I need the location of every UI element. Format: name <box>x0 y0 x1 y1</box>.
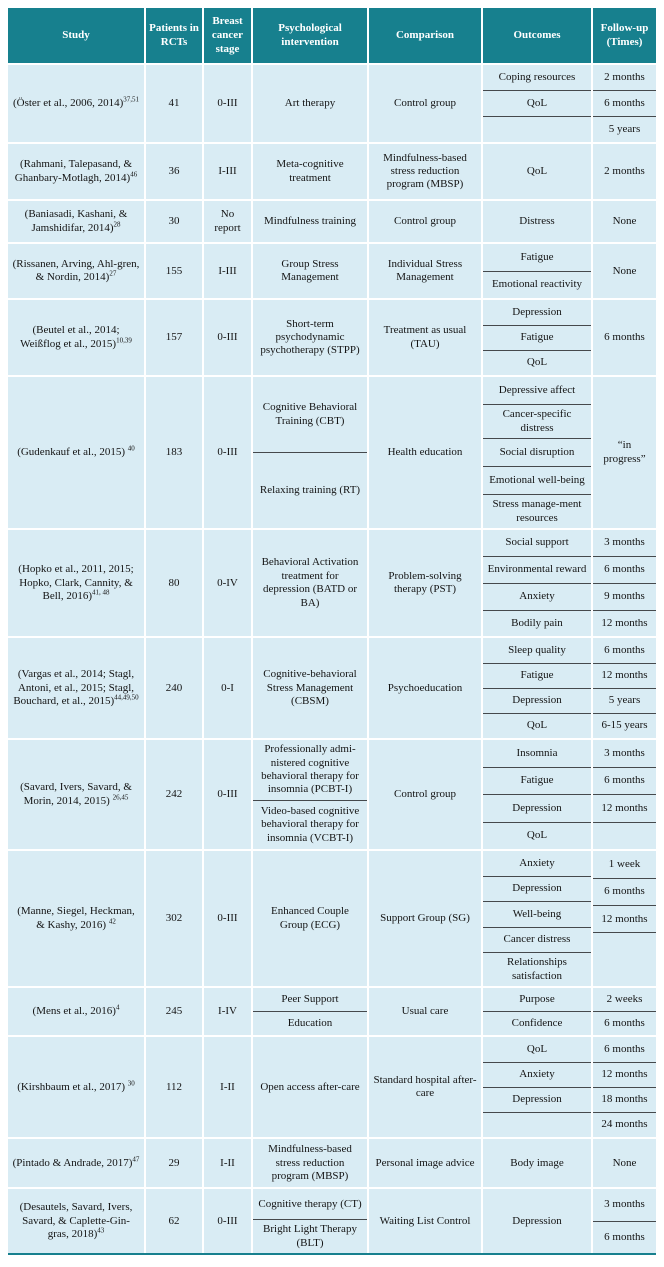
patients-cell: 157 <box>146 300 202 375</box>
followups-cell <box>593 201 656 242</box>
study-row <box>8 377 656 528</box>
stage-cell: 0-III <box>204 65 251 142</box>
followups-item: 12 months <box>593 664 656 689</box>
study-cell <box>8 65 144 142</box>
study-row <box>8 740 656 849</box>
followups-item: 12 months <box>593 906 656 933</box>
stage-cell: 0-III <box>204 851 251 986</box>
study-cell <box>8 244 144 298</box>
study-reference-superscript: 10,39 <box>116 336 132 345</box>
interventions-cell <box>253 244 367 298</box>
study-reference-superscript: 40 <box>127 444 135 453</box>
followups-item: 24 months <box>601 1118 648 1131</box>
outcomes-item: Well-being <box>483 902 591 928</box>
interventions-item: Peer Support <box>253 988 367 1012</box>
study-reference-superscript: 46 <box>130 170 138 179</box>
study-citation-text: (Rahmani, Talepasand, & Ghanbary-Motlagh, 2014) <box>14 158 133 184</box>
column-header: Follow-up (Times) <box>593 8 656 63</box>
outcomes-item: QoL <box>526 829 548 842</box>
outcomes-item: Anxiety <box>483 584 591 611</box>
outcomes-item: QoL <box>526 165 548 178</box>
interventions-cell <box>253 638 367 738</box>
stage-cell: No report <box>204 201 251 242</box>
study-reference-superscript: 26,45 <box>112 793 129 802</box>
followups-item: 6 months <box>604 331 645 344</box>
study-reference-superscript: 44,49,50 <box>114 693 139 702</box>
interventions-cell <box>253 1037 367 1137</box>
outcomes-item: Social disruption <box>483 439 591 467</box>
followups-item <box>593 960 656 986</box>
study-citation-text: (Rissanen, Arving, Ahl-gren, & Nordin, 2014) <box>12 257 140 284</box>
study-citation-text: (Öster et al., 2006, 2014) <box>12 97 124 110</box>
comparison-cell: Usual care <box>369 988 481 1035</box>
followups-item: 12 months <box>601 616 648 629</box>
followups-cell <box>593 530 656 636</box>
study-cell <box>8 851 144 986</box>
comparison-cell: Waiting List Control <box>369 1189 481 1253</box>
studies-table <box>8 8 656 1255</box>
study-citation <box>12 1201 140 1241</box>
patients-cell: 41 <box>146 65 202 142</box>
stage-cell: 0-III <box>204 740 251 849</box>
followups-item: 6 months <box>593 638 656 663</box>
followups-item: 9 months <box>593 584 656 611</box>
followups-item: 12 months <box>593 795 656 823</box>
outcomes-item: Depression <box>483 877 591 903</box>
followups-item: 6-15 years <box>601 719 648 732</box>
outcomes-item: Depression <box>483 1088 591 1113</box>
interventions-item: Art therapy <box>284 97 336 110</box>
study-reference-superscript: 47 <box>132 1154 140 1163</box>
outcomes-cell <box>483 1189 591 1253</box>
study-citation-text: (Desautels, Savard, Ivers, Savard, & Caplette-Gin-gras, 2018) <box>19 1201 133 1240</box>
interventions-item: Open access after-care <box>260 1080 360 1093</box>
outcomes-item: Emotional well-being <box>483 467 591 495</box>
study-citation <box>12 781 140 808</box>
interventions-item: Relaxing training (RT) <box>259 484 361 497</box>
study-cell <box>8 638 144 738</box>
followups-item: 3 months <box>593 530 656 557</box>
study-reference-superscript: 27 <box>109 269 117 278</box>
study-reference-superscript: 43 <box>97 1226 105 1235</box>
outcomes-item: Body image <box>510 1156 564 1169</box>
stage-cell: 0-III <box>204 377 251 528</box>
outcomes-item: Stress manage-ment resources <box>492 498 582 524</box>
outcomes-cell <box>483 530 591 636</box>
followups-item: 2 weeks <box>593 988 656 1012</box>
comparison-cell: Psychoeducation <box>369 638 481 738</box>
outcomes-item: Depression <box>512 1214 562 1227</box>
outcomes-cell <box>483 65 591 142</box>
study-reference-superscript: 42 <box>108 917 116 926</box>
followups-item: 6 months <box>593 91 656 117</box>
study-citation <box>12 1078 140 1094</box>
followups-item: 6 months <box>593 879 656 906</box>
outcomes-item: Distress <box>519 215 555 228</box>
study-cell <box>8 201 144 242</box>
outcomes-cell <box>483 740 591 849</box>
outcomes-item: QoL <box>526 719 548 732</box>
outcomes-item: Relationships satisfaction <box>507 956 567 982</box>
interventions-cell <box>253 851 367 986</box>
followups-item: 6 months <box>593 768 656 796</box>
stage-cell: I-II <box>204 1139 251 1187</box>
interventions-cell <box>253 144 367 199</box>
outcomes-cell <box>483 638 591 738</box>
study-row <box>8 988 656 1035</box>
outcomes-item: Fatigue <box>483 244 591 272</box>
study-citation-text: (Manne, Siegel, Heckman, & Kashy, 2016) <box>17 905 135 931</box>
comparison-cell: Control group <box>369 740 481 849</box>
outcomes-item: Cancer distress <box>483 928 591 954</box>
study-row <box>8 1139 656 1187</box>
interventions-cell <box>253 1189 367 1253</box>
outcomes-item: Fatigue <box>483 768 591 796</box>
interventions-item: Bright Light Therapy (BLT) <box>263 1223 357 1249</box>
followups-cell <box>593 740 656 849</box>
patients-cell: 29 <box>146 1139 202 1187</box>
outcomes-item: QoL <box>526 356 548 369</box>
interventions-cell <box>253 377 367 528</box>
patients-cell: 302 <box>146 851 202 986</box>
interventions-item: Cognitive-behavioral Stress Management (CBSM) <box>263 668 357 707</box>
study-reference-superscript: 30 <box>127 1078 135 1087</box>
study-cell <box>8 530 144 636</box>
interventions-item: Behavioral Activation treatment for depression (BATD or BA) <box>261 556 359 609</box>
study-cell <box>8 1037 144 1137</box>
study-citation-text: (Vargas et al., 2014; Stagl, Antoni, et al., 2015; Stagl, Bouchard, et al., 2015) <box>13 668 135 707</box>
outcomes-item: Depressive affect <box>483 377 591 405</box>
comparison-cell: Personal image advice <box>369 1139 481 1187</box>
study-row <box>8 244 656 298</box>
column-header: Outcomes <box>483 8 591 63</box>
patients-cell: 240 <box>146 638 202 738</box>
outcomes-item: Emotional reactivity <box>491 278 583 291</box>
study-cell <box>8 377 144 528</box>
outcomes-item: Anxiety <box>483 1063 591 1088</box>
comparison-cell: Mindfulness-based stress reduction program (MBSP) <box>369 144 481 199</box>
stage-cell: I-III <box>204 144 251 199</box>
patients-cell: 155 <box>146 244 202 298</box>
outcomes-cell <box>483 851 591 986</box>
study-cell <box>8 1189 144 1253</box>
outcomes-cell <box>483 244 591 298</box>
patients-cell: 183 <box>146 377 202 528</box>
study-row <box>8 65 656 142</box>
followups-item: “in progress” <box>603 439 646 465</box>
outcomes-cell <box>483 377 591 528</box>
study-citation-text: (Hopko et al., 2011, 2015; Hopko, Clark, Cannity, & Bell, 2016) <box>18 563 134 602</box>
interventions-item: Cognitive Behavioral Training (CBT) <box>253 377 367 453</box>
patients-cell: 62 <box>146 1189 202 1253</box>
patients-cell: 36 <box>146 144 202 199</box>
followups-cell <box>593 851 656 986</box>
study-cell <box>8 144 144 199</box>
study-citation-text: (Baniasadi, Kashani, & Jamshidifar, 2014) <box>24 208 128 234</box>
followups-item <box>593 933 656 959</box>
study-citation-text: (Beutel et al., 2014; Weißflog et al., 2015) <box>20 324 120 350</box>
interventions-item: Professionally admi-nistered cognitive behavioral therapy for insomnia (PCBT-I) <box>253 740 367 801</box>
study-row <box>8 638 656 738</box>
outcomes-item: Sleep quality <box>483 638 591 663</box>
study-row <box>8 144 656 199</box>
study-cell <box>8 740 144 849</box>
outcomes-item: Depression <box>483 795 591 823</box>
study-citation <box>12 158 140 185</box>
interventions-cell <box>253 1139 367 1187</box>
followups-item: 3 months <box>593 740 656 768</box>
outcomes-item: Bodily pain <box>511 616 563 629</box>
followups-cell <box>593 1139 656 1187</box>
column-header: Psychological intervention <box>253 8 367 63</box>
outcomes-item: Purpose <box>483 988 591 1012</box>
followups-item: None <box>612 215 637 228</box>
outcomes-item <box>483 1113 591 1137</box>
followups-cell <box>593 300 656 375</box>
study-citation <box>12 668 140 708</box>
column-header: Breast cancer stage <box>204 8 251 63</box>
outcomes-item: Cancer-specific distress <box>483 405 591 439</box>
interventions-cell <box>253 740 367 849</box>
outcomes-item: Insomnia <box>483 740 591 768</box>
interventions-item: Enhanced Couple Group (ECG) <box>271 905 349 931</box>
study-citation <box>12 1005 140 1018</box>
stage-cell: 0-IV <box>204 530 251 636</box>
followups-cell <box>593 1037 656 1137</box>
patients-cell: 245 <box>146 988 202 1035</box>
study-reference-superscript: 37,51 <box>123 95 140 104</box>
followups-cell <box>593 144 656 199</box>
comparison-cell: Health education <box>369 377 481 528</box>
followups-cell <box>593 244 656 298</box>
study-citation-text: (Gudenkauf et al., 2015) <box>17 446 128 459</box>
study-citation-text: (Kirshbaum et al., 2017) <box>17 1080 128 1093</box>
study-citation <box>12 905 140 932</box>
outcomes-item: Fatigue <box>483 326 591 351</box>
stage-cell: I-II <box>204 1037 251 1137</box>
followups-cell <box>593 65 656 142</box>
outcomes-cell <box>483 201 591 242</box>
outcomes-cell <box>483 1139 591 1187</box>
followups-cell <box>593 988 656 1035</box>
outcomes-item <box>483 117 591 142</box>
column-header: Comparison <box>369 8 481 63</box>
stage-cell: 0-III <box>204 300 251 375</box>
interventions-cell <box>253 300 367 375</box>
patients-cell: 30 <box>146 201 202 242</box>
followups-item: 18 months <box>593 1088 656 1113</box>
study-citation <box>12 1154 140 1170</box>
study-citation <box>12 563 140 603</box>
outcomes-cell <box>483 144 591 199</box>
patients-cell: 242 <box>146 740 202 849</box>
followups-item: 6 months <box>604 1017 645 1030</box>
study-row <box>8 1037 656 1137</box>
outcomes-item: Depression <box>483 689 591 714</box>
followups-item: 6 months <box>593 1037 656 1062</box>
interventions-cell <box>253 65 367 142</box>
comparison-cell: Control group <box>369 65 481 142</box>
interventions-item: Mindfulness-based stress reduction program (MBSP) <box>268 1143 352 1182</box>
study-citation <box>12 97 140 110</box>
interventions-item: Cognitive therapy (CT) <box>253 1189 367 1220</box>
outcomes-item: QoL <box>483 91 591 117</box>
study-row <box>8 851 656 986</box>
followups-item <box>593 823 656 850</box>
interventions-item: Meta-cognitive treatment <box>276 158 344 184</box>
interventions-cell <box>253 988 367 1035</box>
interventions-item: Short-term psychodynamic psychotherapy (STPP) <box>260 317 360 357</box>
study-reference-superscript: 41, 48 <box>92 588 110 597</box>
patients-cell: 112 <box>146 1037 202 1137</box>
followups-item: 5 years <box>608 123 641 136</box>
outcomes-item: QoL <box>483 1037 591 1062</box>
comparison-cell: Support Group (SG) <box>369 851 481 986</box>
outcomes-item: Coping resources <box>483 65 591 91</box>
followups-cell <box>593 638 656 738</box>
comparison-cell: Standard hospital after- care <box>369 1037 481 1137</box>
study-reference-superscript: 4 <box>115 1003 120 1012</box>
stage-cell: 0-III <box>204 1189 251 1253</box>
study-row <box>8 1189 656 1253</box>
study-cell <box>8 1139 144 1187</box>
column-header: Patients in RCTs <box>146 8 202 63</box>
outcomes-cell <box>483 1037 591 1137</box>
followups-item: 6 months <box>604 1230 645 1243</box>
comparison-cell: Treatment as usual (TAU) <box>369 300 481 375</box>
study-row <box>8 530 656 636</box>
stage-cell: 0-I <box>204 638 251 738</box>
outcomes-item: Environmental reward <box>483 557 591 584</box>
column-header: Study <box>8 8 144 63</box>
study-cell <box>8 300 144 375</box>
followups-cell <box>593 1189 656 1253</box>
followups-item: 5 years <box>593 689 656 714</box>
followups-item: 2 months <box>604 165 645 178</box>
followups-item: 2 months <box>593 65 656 91</box>
followups-item: 1 week <box>593 851 656 878</box>
interventions-item: Education <box>287 1017 333 1030</box>
study-citation-text: (Pintado & Andrade, 2017) <box>12 1156 133 1169</box>
study-citation <box>12 324 140 351</box>
comparison-cell: Control group <box>369 201 481 242</box>
study-citation-text: (Mens et al., 2016) <box>32 1005 116 1018</box>
study-citation <box>12 258 140 285</box>
study-citation-text: (Savard, Ivers, Savard, & Morin, 2014, 2015) <box>20 781 132 807</box>
outcomes-item: Fatigue <box>483 664 591 689</box>
followups-item: None <box>612 1156 637 1169</box>
study-row <box>8 201 656 242</box>
outcomes-cell <box>483 300 591 375</box>
followups-item: None <box>612 264 637 277</box>
outcomes-cell <box>483 988 591 1035</box>
interventions-cell <box>253 530 367 636</box>
comparison-cell: Problem-solving therapy (PST) <box>369 530 481 636</box>
followups-cell <box>593 377 656 528</box>
table-header-row <box>8 8 656 63</box>
stage-cell: I-IV <box>204 988 251 1035</box>
patients-cell: 80 <box>146 530 202 636</box>
followups-item: 3 months <box>593 1189 656 1222</box>
interventions-cell <box>253 201 367 242</box>
stage-cell: I-III <box>204 244 251 298</box>
study-cell <box>8 988 144 1035</box>
study-reference-superscript: 28 <box>113 220 121 229</box>
study-row <box>8 300 656 375</box>
outcomes-item: Confidence <box>511 1017 563 1030</box>
followups-item: 6 months <box>593 557 656 584</box>
outcomes-item: Depression <box>483 300 591 325</box>
interventions-item: Group Stress Management <box>281 257 339 284</box>
outcomes-item: Social support <box>483 530 591 557</box>
interventions-item: Mindfulness training <box>264 215 356 228</box>
outcomes-item: Anxiety <box>483 851 591 877</box>
followups-item: 12 months <box>593 1063 656 1088</box>
study-citation <box>12 446 140 459</box>
comparison-cell: Individual Stress Management <box>369 244 481 298</box>
study-citation <box>12 208 140 235</box>
interventions-item: Video-based cognitive behavioral therapy for insomnia (VCBT-I) <box>260 804 360 844</box>
